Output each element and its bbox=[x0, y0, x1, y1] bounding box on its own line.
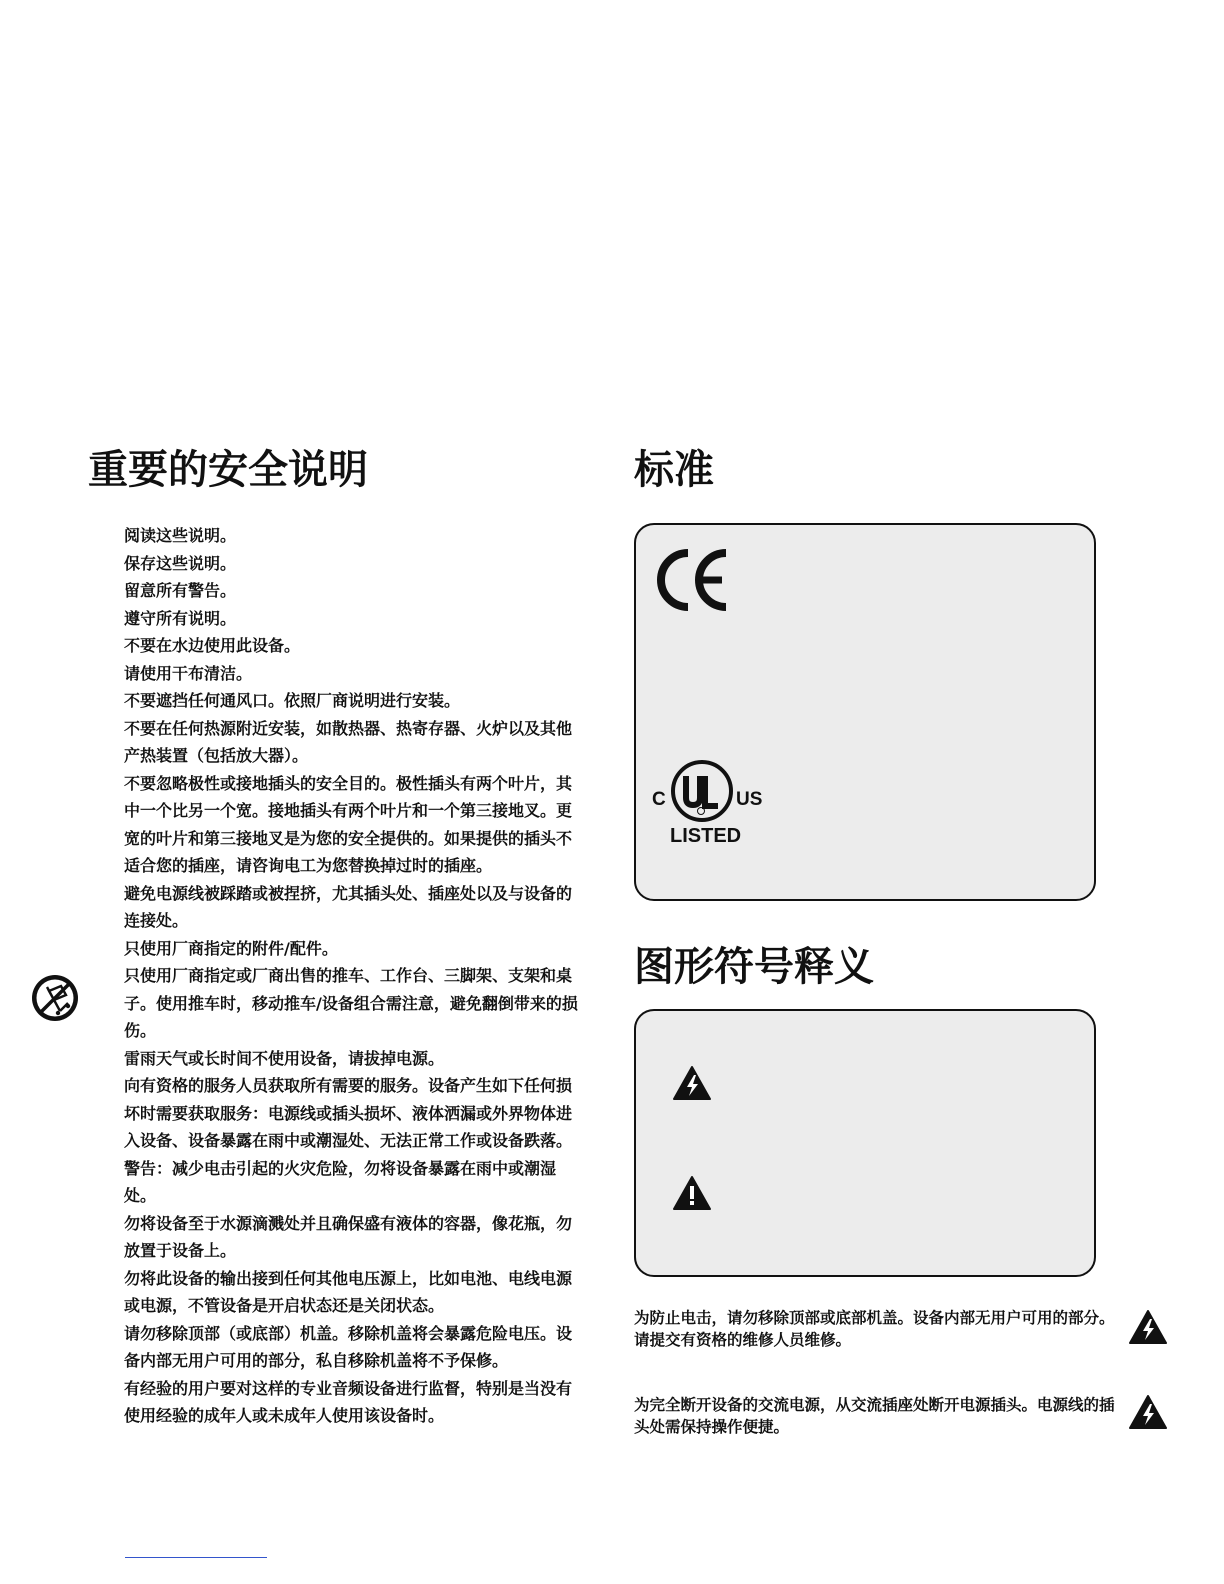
list-item: 有经验的用户要对这样的专业音频设备进行监督，特别是当没有使用经验的成年人或未成年人使用该设备时。 bbox=[124, 1378, 573, 1425]
voltage-warning-icon bbox=[672, 1065, 712, 1101]
caution-icon bbox=[672, 1175, 712, 1211]
list-item: 请使用干布清洁。 bbox=[124, 663, 253, 683]
list-item: 遵守所有说明。 bbox=[124, 608, 237, 628]
standards-box bbox=[634, 523, 1096, 901]
footer-rule bbox=[125, 1557, 267, 1558]
list-item: 不要在水边使用此设备。 bbox=[124, 636, 301, 655]
ul-circle-icon bbox=[670, 759, 734, 823]
list-item: 不要在任何热源附近安装，如散热器、热寄存器、火炉以及其他产热装置（包括放大器）。 bbox=[124, 718, 573, 765]
symbols-title: 图形符号释义 bbox=[634, 944, 874, 990]
standards-title: 标准 bbox=[634, 447, 714, 493]
list-item: 请勿移除顶部（或底部）机盖。移除机盖将会暴露危险电压。设备内部无用户可用的部分，私自移除机盖将不予保修。 bbox=[124, 1323, 573, 1370]
shock-warning-text: 为防止电击，请勿移除顶部或底部机盖。设备内部无用户可用的部分。请提交有资格的维修人员维修。 bbox=[634, 1309, 1115, 1349]
ce-mark-icon bbox=[654, 545, 732, 615]
safety-instructions-list bbox=[124, 522, 584, 1430]
voltage-warning-icon bbox=[1128, 1309, 1168, 1345]
list-item: 阅读这些说明。 bbox=[124, 526, 237, 545]
list-item: 不要遮挡任何通风口。依照厂商说明进行安装。 bbox=[124, 691, 461, 710]
ul-listed-label: LISTED bbox=[670, 825, 742, 847]
list-item: 避免电源线被踩踏或被捏挤，尤其插头处、插座处以及与设备的连接处。 bbox=[124, 883, 573, 930]
list-item: 只使用厂商指定的附件/配件。 bbox=[124, 938, 338, 958]
disconnect-warning-text: 为完全断开设备的交流电源，从交流插座处断开电源插头。电源线的插头处需保持操作便捷。 bbox=[634, 1396, 1115, 1436]
list-item: 不要忽略极性或接地插头的安全目的。极性插头有两个叶片，其中一个比另一个宽。接地插头有两个叶片和一个第三接地叉。更宽的叶片和第三接地叉是为您的安全提供的。如果提供的插头不适合您的插座，请咨询电工为您替换掉过时的插座。 bbox=[124, 773, 573, 875]
safety-title: 重要的安全说明 bbox=[88, 447, 368, 493]
list-item: 保存这些说明。 bbox=[124, 553, 237, 573]
voltage-warning-icon bbox=[1128, 1394, 1168, 1430]
cart-tipover-icon bbox=[30, 973, 80, 1023]
list-item: 雷雨天气或长时间不使用设备，请拔掉电源。 bbox=[124, 1048, 445, 1068]
ul-listed-logo bbox=[652, 759, 764, 853]
ul-left-label: C bbox=[652, 789, 666, 810]
list-item: 警告：减少电击引起的火灾危险，勿将设备暴露在雨中或潮湿处。 bbox=[124, 1158, 557, 1205]
list-item: 勿将设备至于水源滴溅处并且确保盛有液体的容器，像花瓶，勿放置于设备上。 bbox=[124, 1213, 573, 1260]
symbols-box bbox=[634, 1009, 1096, 1277]
ul-right-label: US bbox=[736, 789, 763, 810]
list-item: 勿将此设备的输出接到任何其他电压源上，比如电池、电线电源或电源，不管设备是开启状态还是关闭状态。 bbox=[124, 1268, 573, 1315]
list-item: 只使用厂商指定或厂商出售的推车、工作台、三脚架、支架和桌子。使用推车时，移动推车/设备组合需注意，避免翻倒带来的损伤。 bbox=[124, 966, 578, 1040]
list-item: 向有资格的服务人员获取所有需要的服务。设备产生如下任何损坏时需要获取服务：电源线或插头损坏、液体洒漏或外界物体进入设备、设备暴露在雨中或潮湿处、无法正常工作或设备跌落。 bbox=[124, 1076, 573, 1150]
list-item: 留意所有警告。 bbox=[124, 581, 237, 600]
